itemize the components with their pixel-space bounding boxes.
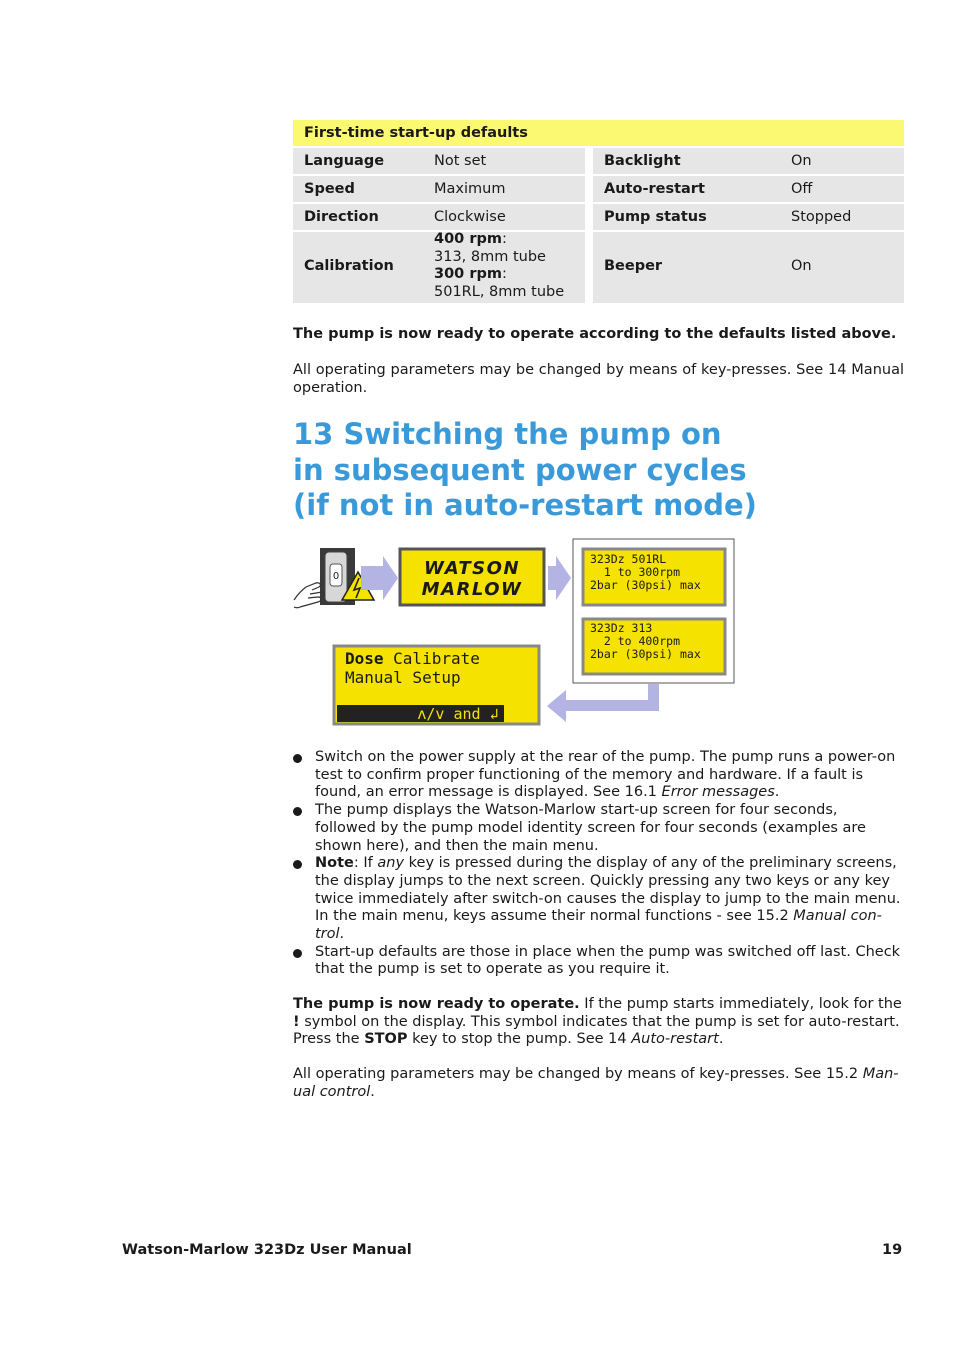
list-item: Note: If any key is pressed during the display of any of the preliminary screens, the display jumps to the next screen. Quickly pressing any two keys or any key twice immediately after switch-on causes the display to jump to the main menu. In the main menu, keys assume their normal functions - see 15.2 Manual con- trol. [293,855,904,944]
hand-icon [294,583,324,608]
main-menu-lcd [334,646,539,724]
row-value: Maximum [434,181,506,197]
watson-marlow-logo [400,549,544,605]
row-value: On [791,153,812,169]
row-key: Pump status [604,209,707,225]
svg-text:2bar (30psi) max: 2bar (30psi) max [590,647,701,661]
svg-text:Manual Setup: Manual Setup [345,668,461,687]
table-row [593,148,904,174]
row-key: Direction [304,209,379,225]
table-row-calibration [293,232,585,303]
bullet-list [293,749,904,979]
svg-text:0: 0 [332,571,340,582]
svg-text:1 to 300rpm: 1 to 300rpm [590,565,681,579]
startup-sequence-figure [290,538,740,730]
row-key: Language [304,153,385,169]
section-heading: 13 Switching the pump on in subsequent power cycles (if not in auto-restart mode) [293,417,757,522]
svg-text:2bar (30psi) max: 2bar (30psi) max [590,578,701,592]
svg-text:ʌ/v and ↲: ʌ/v and ↲ [417,705,499,723]
svg-text:Dose Calibrate: Dose Calibrate [345,649,480,668]
model-lcd-501rl [583,549,725,605]
footer-title: Watson-Marlow 323Dz User Manual [122,1242,412,1258]
list-item: Start-up defaults are those in place when the pump was switched off last. Check that the pump is set to operate as you require it. [293,944,904,979]
table-row [593,204,904,230]
list-item: The pump displays the Watson-Marlow start-up screen for four seconds, followed by the pump model identity screen for four seconds (examples are shown here), and then the main menu. [293,802,904,855]
svg-text:323Dz 313: 323Dz 313 [590,621,653,635]
table-row [593,176,904,202]
table-row [293,176,585,202]
ready-defaults-text: The pump is now ready to operate according to the defaults listed above. [293,326,897,342]
arrow-return-icon [547,684,659,722]
row-value: Clockwise [434,209,506,225]
svg-text:323Dz 501RL: 323Dz 501RL [590,552,667,566]
row-key: Speed [304,181,355,197]
ready-paragraph: The pump is now ready to operate. If the pump starts immediately, look for the ! symbol on the display. This symbol indicates that the pump is set for auto-restart. Press the STOP key to stop the pump. See 14 Auto-restart. [293,996,902,1048]
model-lcd-313 [583,619,725,674]
table-row [293,204,585,230]
table-row [293,148,585,174]
row-value: Stopped [791,209,852,225]
page-number: 19 [882,1242,903,1258]
row-value: Off [791,181,813,197]
svg-text:2 to 400rpm: 2 to 400rpm [590,634,681,648]
table-row [593,232,904,303]
row-key: Auto-restart [604,181,705,197]
svg-text:WATSON: WATSON [423,558,521,579]
calibration-values: 400 rpm: 313, 8mm tube 300 rpm: 501RL, 8mm tube [434,231,565,301]
row-key: Beeper [604,258,663,274]
row-key: Calibration [304,258,394,274]
row-value: On [791,258,812,274]
arrow-right-icon [548,556,571,600]
params-paragraph: All operating parameters may be changed by means of key-presses. See 14 Manual operation. [293,362,904,396]
table-title: First-time start-up defaults [293,120,904,146]
params-paragraph-2: All operating parameters may be changed by means of key-presses. See 15.2 Man- ual control. [293,1066,899,1100]
row-value: Not set [434,153,487,169]
svg-text:MARLOW: MARLOW [421,579,523,600]
list-item: Switch on the power supply at the rear of the pump. The pump runs a power-on test to confirm proper functioning of the memory and hardware. If a fault is found, an error message is displayed. See 16.1 Error messages. [293,749,904,802]
row-key: Backlight [604,153,681,169]
